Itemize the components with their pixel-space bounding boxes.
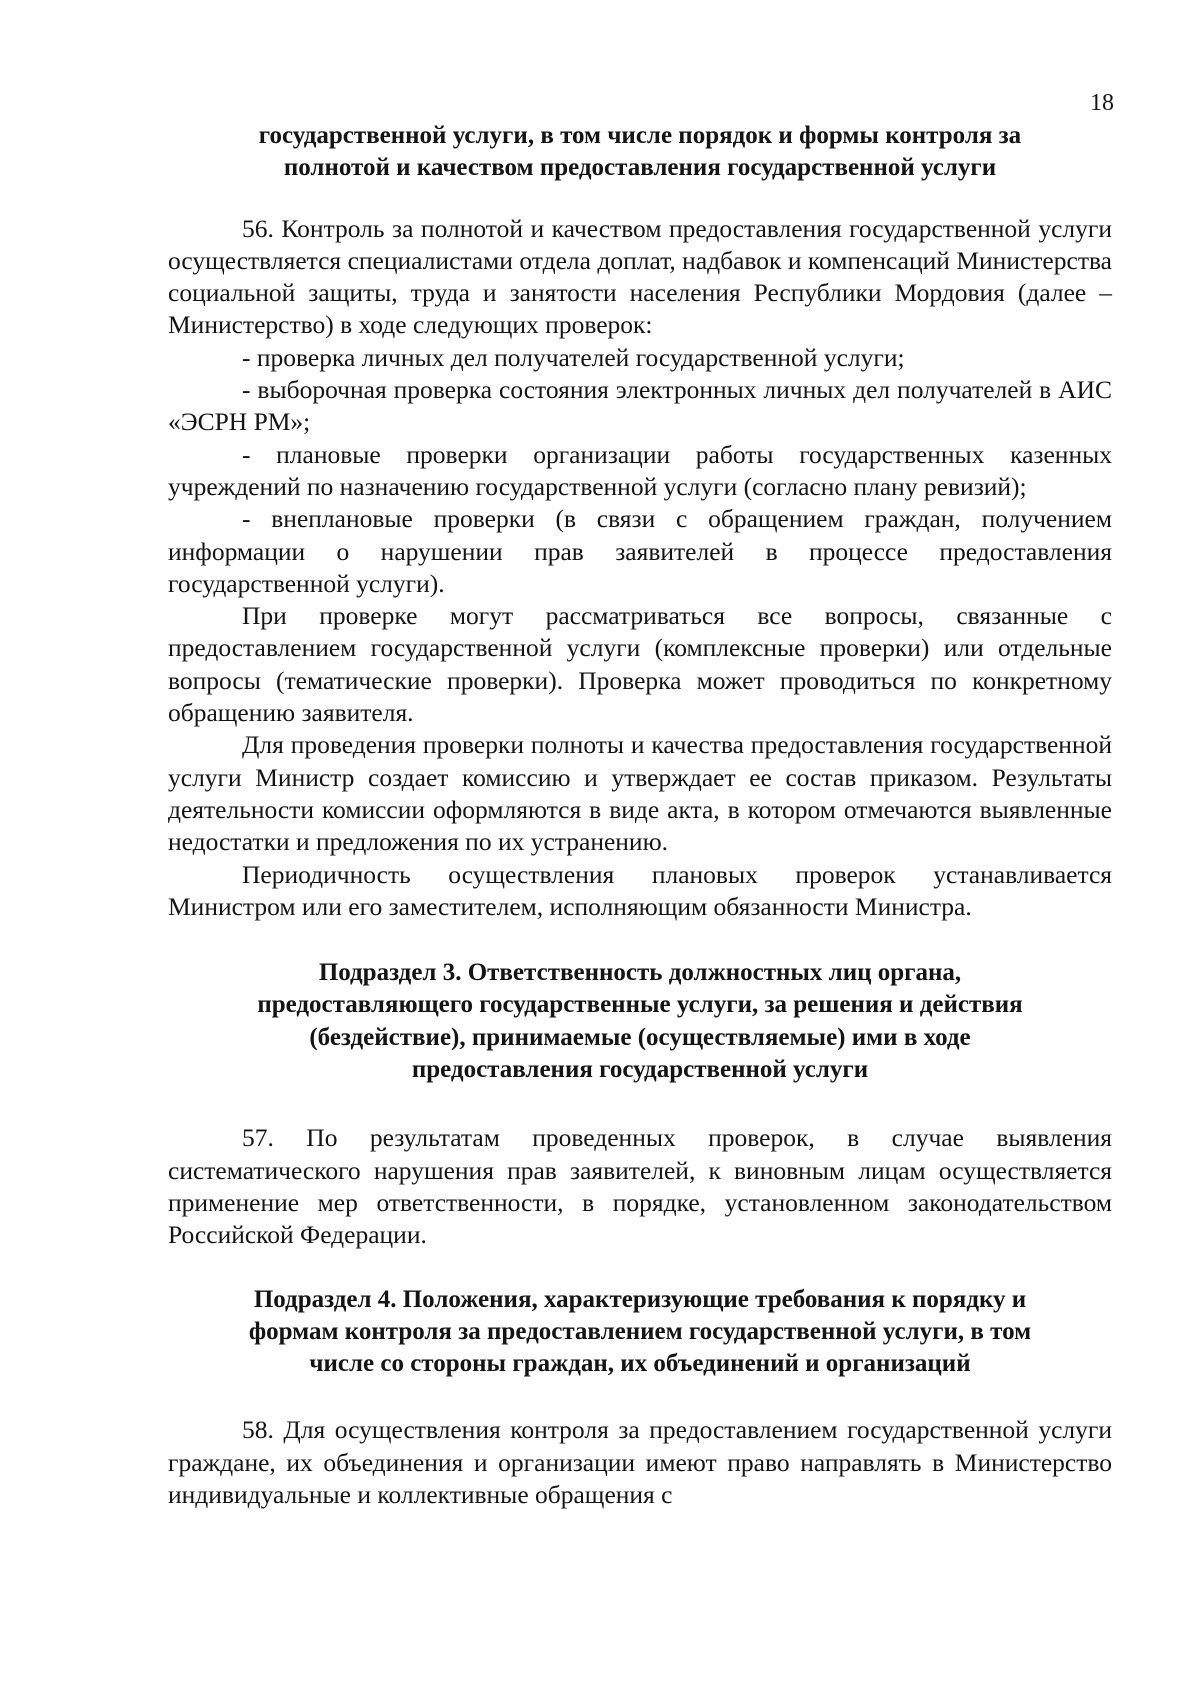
- document-body: [168, 120, 1112, 1511]
- heading-line: числе со стороны граждан, их объединений и организаций: [309, 1350, 971, 1378]
- section-heading-subsection-4: [168, 1284, 1112, 1381]
- paragraph-56-periodicity: Периодичность осуществления плановых проверок устанавливается Министром или его заместителем, исполняющим обязанности Министра.: [168, 859, 1112, 921]
- list-item: - внеплановые проверки (в связи с обращением граждан, получением информации о нарушении прав заявителей в процессе предоставления государственной услуги).: [168, 504, 1112, 598]
- heading-line: предоставления государственной услуги: [411, 1056, 869, 1084]
- paragraph-56-checks-scope: При проверке могут рассматриваться все вопросы, связанные с предоставлением государственной услуги (комплексные проверки) или отдельные вопросы (тематические проверки). Проверка может проводиться по конкретному обращению заявителя.: [168, 601, 1112, 728]
- list-item: - проверка личных дел получателей государственной услуги;: [242, 342, 905, 372]
- heading-line: Подраздел 3. Ответственность должностных лиц органа,: [318, 959, 962, 987]
- paragraph-56-commission: Для проведения проверки полноты и качества предоставления государственной услуги Министр создает комиссию и утверждает ее состав приказом. Результаты деятельности комиссии оформляются в виде акта, в котором отмечаются выявленные недостатки и предложения по их устранению.: [168, 730, 1112, 857]
- paragraph-56: 56. Контроль за полнотой и качеством предоставления государственной услуги осуществляется специалистами отдела доплат, надбавок и компенсаций Министерства социальной защиты, труда и занятости населения Республики Мордовия (далее – Министерство) в ходе следующих проверок:: [168, 213, 1112, 340]
- heading-line: (бездействие), принимаемые (осуществляемые) ими в ходе: [309, 1023, 971, 1051]
- heading-line: полнотой и качеством предоставления государственной услуги: [283, 154, 997, 182]
- paragraph-58: 58. Для осуществления контроля за предоставлением государственной услуги граждане, их объединения и организации имеют право направлять в Министерство индивидуальные и коллективные обращения с: [168, 1415, 1112, 1509]
- list-item: - выборочная проверка состояния электронных личных дел получателей в АИС «ЭСРН РМ»;: [168, 375, 1112, 437]
- section-heading-control: [168, 120, 1112, 185]
- paragraph-57: 57. По результатам проведенных проверок, в случае выявления систематического нарушения прав заявителей, к виновным лицам осуществляется применение мер ответственности, в порядке, установленном законодательством Российской Федерации.: [168, 1123, 1112, 1250]
- heading-line: формам контроля за предоставлением государственной услуги, в том: [248, 1317, 1032, 1345]
- section-heading-subsection-3: [168, 957, 1112, 1086]
- heading-line: государственной услуги, в том числе порядок и формы контроля за: [258, 122, 1022, 149]
- heading-line: предоставляющего государственные услуги, за решения и действия: [257, 991, 1023, 1019]
- list-item: - плановые проверки организации работы государственных казенных учреждений по назначению государственной услуги (согласно плану ревизий);: [168, 439, 1112, 501]
- page-number: 18: [1090, 90, 1114, 116]
- heading-line: Подраздел 4. Положения, характеризующие требования к порядку и: [253, 1285, 1027, 1313]
